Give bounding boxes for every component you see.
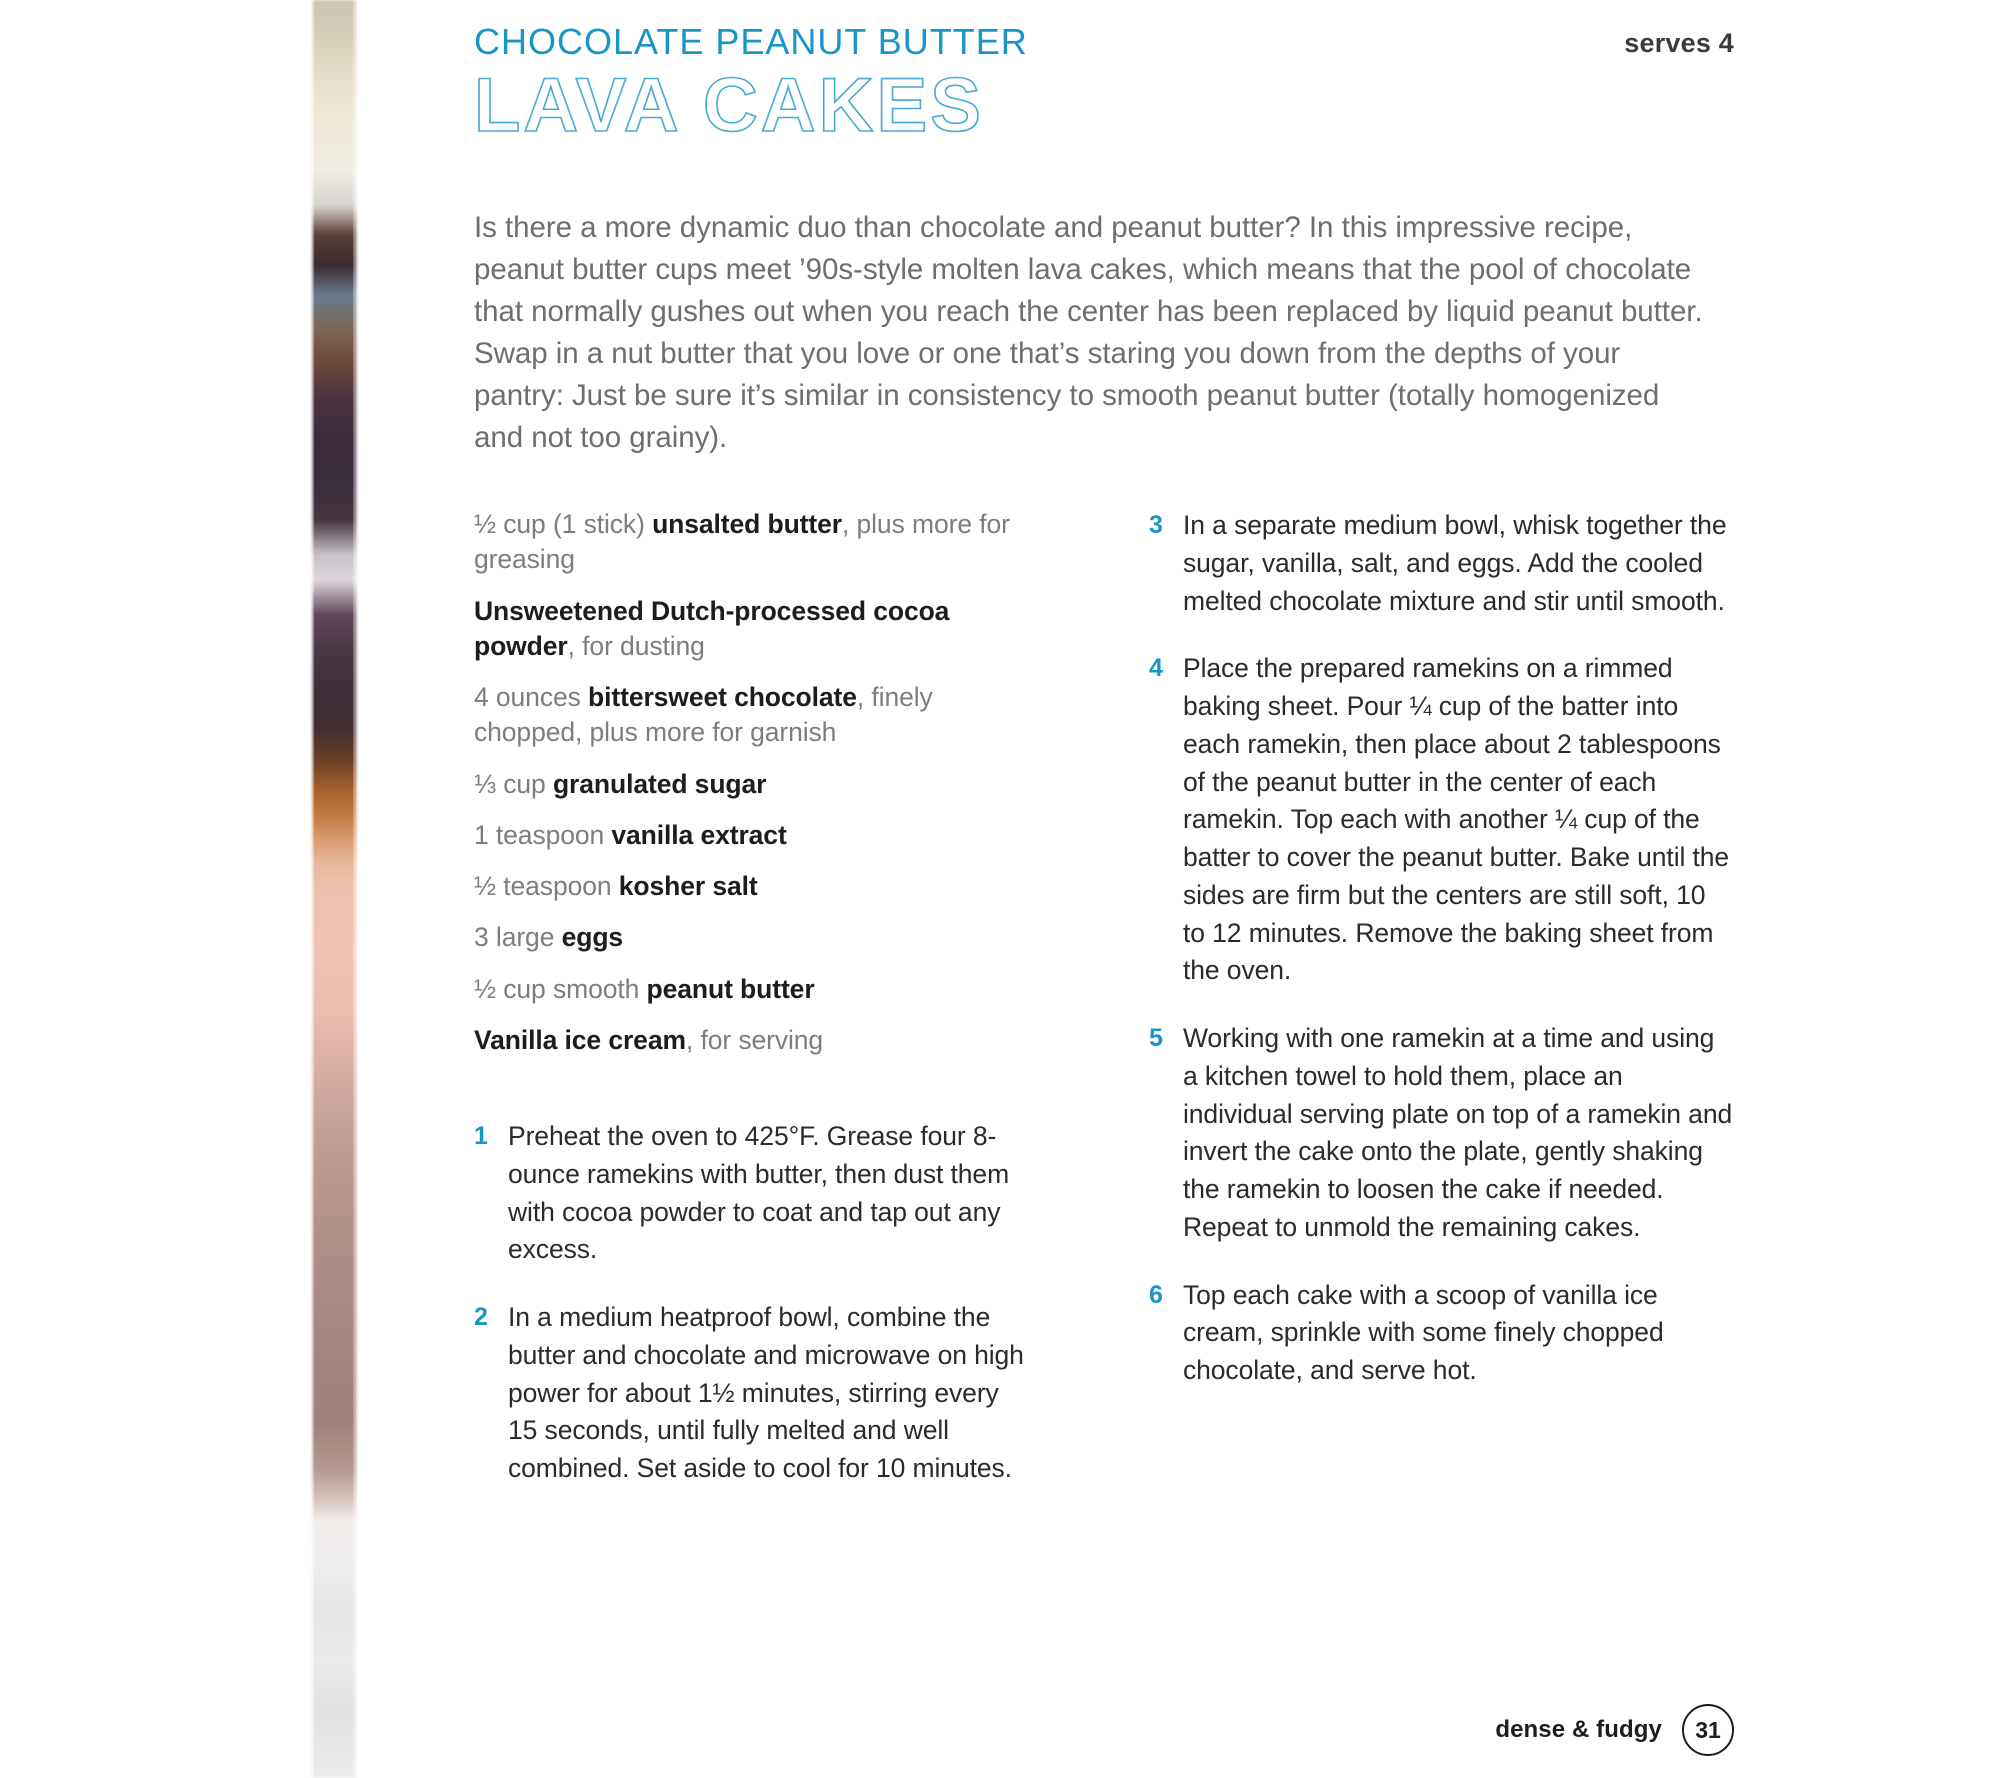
serves-label: serves 4 bbox=[1624, 28, 1734, 58]
ingredients-list bbox=[474, 507, 1034, 1058]
list-item bbox=[1149, 1020, 1734, 1247]
page-title: LAVA CAKES bbox=[474, 62, 984, 148]
step-number: 4 bbox=[1149, 654, 1163, 683]
list-item bbox=[474, 1299, 1034, 1488]
step-number: 3 bbox=[1149, 511, 1163, 540]
list-item: 1 teaspoon vanilla extract bbox=[474, 819, 787, 850]
right-column bbox=[1149, 507, 1734, 1518]
page-content bbox=[474, 0, 1734, 1778]
page-footer bbox=[1495, 1704, 1734, 1756]
page-number-badge: 31 bbox=[1682, 1704, 1734, 1756]
recipe-header bbox=[474, 0, 1734, 170]
steps-list-right bbox=[1149, 507, 1734, 1390]
list-item: ½ cup smooth peanut butter bbox=[474, 973, 815, 1004]
list-item: 4 ounces bittersweet chocolate, finely chopped, plus more for garnish bbox=[474, 682, 933, 748]
step-number: 1 bbox=[474, 1122, 488, 1150]
list-item bbox=[1149, 650, 1734, 990]
photo-strip-left-fade bbox=[300, 0, 314, 1778]
step-number: 5 bbox=[1149, 1024, 1163, 1053]
list-item: ½ teaspoon kosher salt bbox=[474, 871, 758, 902]
step-text: Top each cake with a scoop of vanilla ice cream, sprinkle with some finely chopped chocolate, and serve hot. bbox=[1183, 1279, 1664, 1386]
step-number: 2 bbox=[474, 1303, 488, 1331]
list-item bbox=[474, 1118, 1034, 1269]
list-item: 3 large eggs bbox=[474, 922, 624, 953]
list-item: Unsweetened Dutch-processed cocoa powder, for dusting bbox=[474, 595, 950, 661]
step-text: Working with one ramekin at a time and using a kitchen towel to hold them, place an individual serving plate on top of a ramekin and invert the cake onto the plate, gently shaking the ramekin to loosen the cake if needed. Repeat to unmold the remaining cakes. bbox=[1183, 1023, 1733, 1242]
left-column bbox=[474, 507, 1034, 1518]
list-item: ⅓ cup granulated sugar bbox=[474, 768, 767, 799]
step-text: In a separate medium bowl, whisk together the sugar, vanilla, salt, and eggs. Add the cooled melted chocolate mixture and stir until smooth. bbox=[1183, 510, 1727, 616]
photo-strip-right-fade bbox=[353, 0, 365, 1778]
step-text: In a medium heatproof bowl, combine the butter and chocolate and microwave on high power for about 1½ minutes, stirring every 15 seconds, until fully melted and well combined. Set aside to cool for 10 minutes. bbox=[508, 1302, 1024, 1483]
column-gutter bbox=[1034, 507, 1149, 1518]
list-item: Vanilla ice cream, for serving bbox=[474, 1024, 824, 1055]
list-item: ½ cup (1 stick) unsalted butter, plus more for greasing bbox=[474, 509, 1010, 575]
decorative-photo-strip bbox=[312, 0, 357, 1778]
list-item bbox=[1149, 507, 1734, 620]
chapter-label: dense & fudgy bbox=[1495, 1716, 1662, 1743]
steps-list-left bbox=[474, 1118, 1034, 1488]
recipe-eyebrow-title: CHOCOLATE PEANUT BUTTER bbox=[474, 21, 1028, 62]
step-text: Preheat the oven to 425°F. Grease four 8-ounce ramekins with butter, then dust them with cocoa powder to coat and tap out any excess. bbox=[508, 1121, 1010, 1265]
recipe-body-columns bbox=[474, 507, 1734, 1518]
step-number: 6 bbox=[1149, 1280, 1163, 1309]
step-text: Place the prepared ramekins on a rimmed baking sheet. Pour ¼ cup of the batter into each ramekin, then place about 2 tablespoons of the peanut butter in the center of each ramekin. Top each with another ¼ cup of the batter to cover the peanut butter. Bake until the sides are firm but the centers are still soft, 10 to 12 minutes. Remove the baking sheet from the oven. bbox=[1183, 653, 1730, 986]
recipe-intro-paragraph: Is there a more dynamic duo than chocolate and peanut butter? In this impressive recipe, peanut butter cups meet ’90s-style molten lava cakes, which means that the pool of chocolate that normally gushes out when you reach the center has been replaced by liquid peanut butter. Swap in a nut butter that you love or one that’s staring you down from the depths of your pantry: Just be sure it’s similar in consistency to smooth peanut butter (totally homogenized and not too grainy). bbox=[474, 211, 1703, 455]
list-item bbox=[1149, 1277, 1734, 1390]
